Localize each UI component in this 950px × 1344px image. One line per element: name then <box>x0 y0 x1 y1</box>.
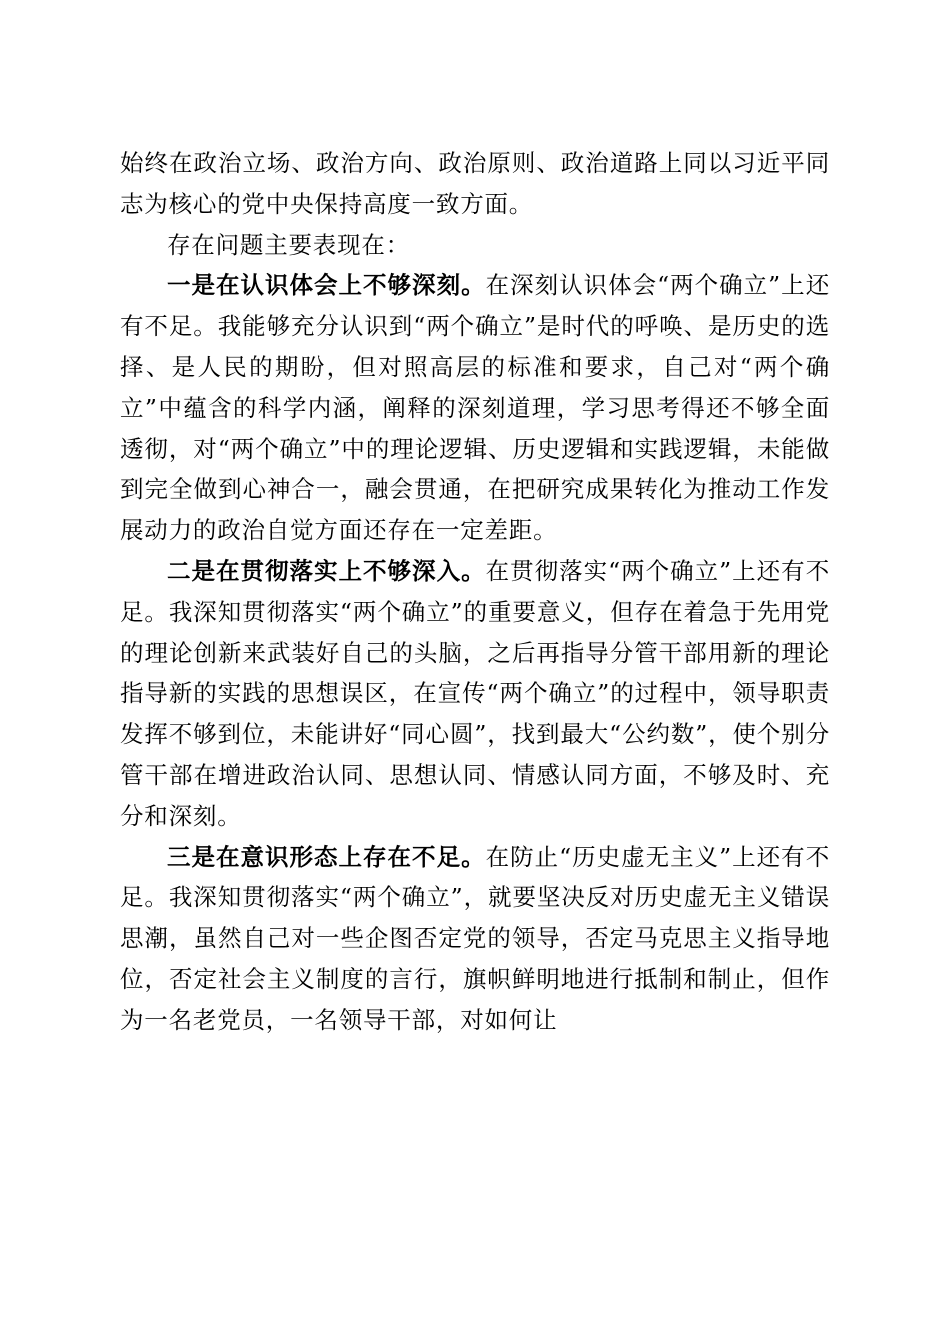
problem-2-heading: 二是在贯彻落实上不够深入。 <box>167 556 486 585</box>
document-body <box>120 143 830 1041</box>
problem-paragraph-1 <box>120 265 830 551</box>
problem-3-heading: 三是在意识形态上存在不足。 <box>167 842 486 871</box>
problem-3-body: 在防止“历史虚无主义”上还有不足。我深知贯彻落实“两个确立”，就要坚决反对历史虚无主义错误思潮，虽然自己对一些企图否定党的领导，否定马克思主义指导地位，否定社会主义制度的言行，旗帜鲜明地进行抵制和制止，但作为一名老党员，一名领导干部，对如何让 <box>120 842 830 1034</box>
problem-2-body: 在贯彻落实“两个确立”上还有不足。我深知贯彻落实“两个确立”的重要意义，但存在着急于先用党的理论创新来武装好自己的头脑，之后再指导分管干部用新的理论指导新的实践的思想误区，在宣传“两个确立”的过程中，领导职责发挥不够到位，未能讲好“同心圆”，找到最大“公约数”，使个别分管干部在增进政治认同、思想认同、情感认同方面，不够及时、充分和深刻。 <box>120 556 830 830</box>
problem-paragraph-2 <box>120 551 830 837</box>
problem-paragraph-3 <box>120 837 830 1041</box>
problem-1-heading: 一是在认识体会上不够深刻。 <box>167 271 486 300</box>
opening-paragraph: 始终在政治立场、政治方向、政治原则、政治道路上同以习近平同志为核心的党中央保持高度一致方面。 <box>120 149 830 218</box>
intro-paragraph: 存在问题主要表现在： <box>167 230 410 259</box>
problem-1-body: 在深刻认识体会“两个确立”上还有不足。我能够充分认识到“两个确立”是时代的呼唤、是历史的选择、是人民的期盼，但对照高层的标准和要求，自己对“两个确立”中蕴含的科学内涵，阐释的深刻道理，学习思考得还不够全面透彻，对“两个确立”中的理论逻辑、历史逻辑和实践逻辑，未能做到完全做到心神合一，融会贯通，在把研究成果转化为推动工作发展动力的政治自觉方面还存在一定差距。 <box>120 271 830 545</box>
